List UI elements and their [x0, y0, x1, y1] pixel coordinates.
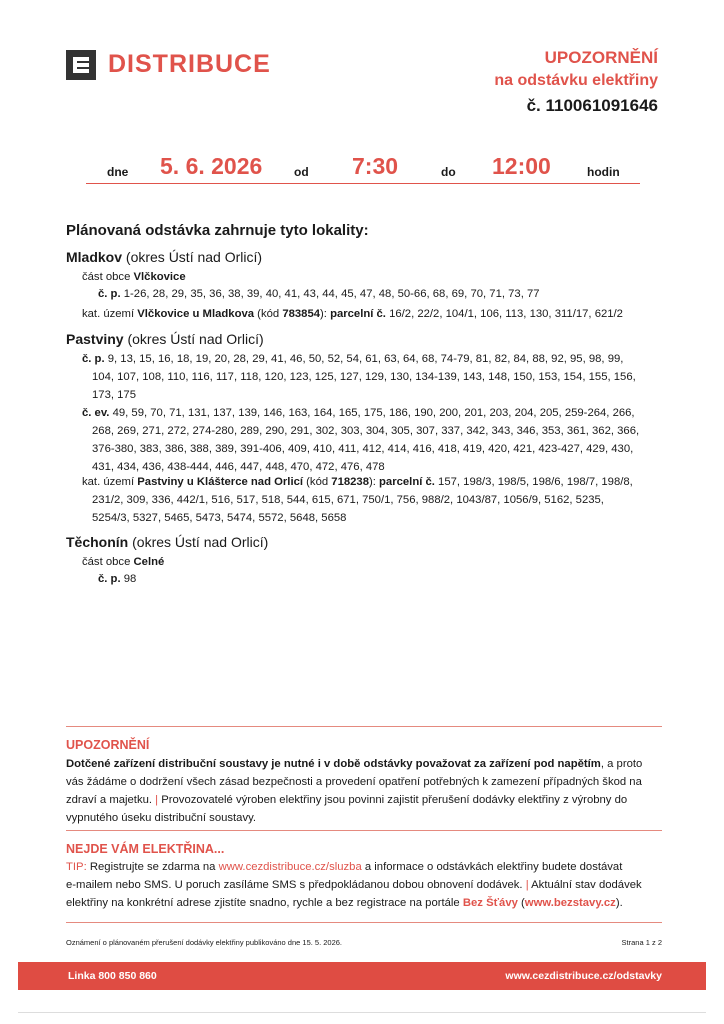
cezdistribuce-link[interactable]: www.cezdistribuce.cz/sluzba	[218, 861, 362, 873]
tip-title: NEJDE VÁM ELEKTŘINA...	[66, 842, 225, 856]
part-vlckovice: část obce Vlčkovice	[82, 271, 186, 283]
divider	[66, 922, 662, 923]
page-bottom-rule	[18, 1012, 706, 1013]
dne-label: dne	[107, 165, 129, 179]
notice-number: č. 110061091646	[526, 96, 658, 115]
mladkov-cadastre: kat. území Vlčkovice u Mladkova (kód 783854): parcelní č. 16/2, 22/2, 104/1, 106, 113, 130, 311/17, 621/2	[82, 308, 623, 320]
locality-pastviny: Pastviny (okres Ústí nad Orlicí)	[66, 331, 264, 347]
tip-text: TIP: Registrujte se zdarma na www.cezdistribuce.cz/sluzba a informace o odstávkách elektřiny budete dostávat e-mailem nebo SMS. U poruch zasíláme SMS s předpokládanou dobou obnovení dodávek. | Aktuální stav dodávek elektřiny na konkrétní adrese zjistíte snadno, rychle a bez registrace na portále Bez Šťávy (www.bezstavy.cz).	[66, 861, 642, 909]
notice-title: UPOZORNĚNÍ	[544, 48, 658, 67]
techonin-cp: č. p. 98	[98, 573, 137, 585]
footer-bar	[18, 962, 706, 990]
do-label: do	[441, 165, 456, 179]
mladkov-cp: č. p. 1-26, 28, 29, 35, 36, 38, 39, 40, 41, 43, 44, 45, 47, 48, 50-66, 68, 69, 70, 71, 73, 77	[98, 288, 540, 300]
pastviny-ce: č. ev. 49, 59, 70, 71, 131, 137, 139, 146, 163, 164, 165, 175, 186, 190, 200, 201, 203, 204, 205, 259-264, 266, 268, 269, 271, 272, 274-280, 289, 290, 291, 302, 303, 304, 305, 307, 337, 342, 343, 346, 353, 361, 362, 366, 376-380, 383, 386, 388, 389, 391-406, 409, 410, 411, 412, 414, 416, 418, 419, 420, 421, 423-427, 429, 430, 431, 434, 436, 438-444, 446, 447, 448, 470, 472, 476, 478	[82, 407, 640, 473]
divider	[66, 830, 662, 831]
cez-logo-icon	[66, 50, 96, 80]
to-time: 12:00	[492, 153, 551, 179]
published-note: Oznámení o plánovaném přerušení dodávky elektřiny publikováno dne 15. 5. 2026.	[66, 938, 343, 947]
locality-mladkov: Mladkov (okres Ústí nad Orlicí)	[66, 249, 263, 265]
hodin-label: hodin	[587, 165, 620, 179]
warning-text: Dotčené zařízení distribuční soustavy je nutné i v době odstávky považovat za zařízení pod napětím, a proto vás žádáme o dodržení všech zásad bezpečnosti a provedení opatření potřebných k zamezení případných škod na zdraví a majetku. | Provozovatelé výroben elektřiny jsou povinni zajistit přerušení dodávky elektřiny z výrobny do vypnutého úseku distribuční soustavy.	[66, 758, 643, 824]
bezstavy-link[interactable]: www.bezstavy.cz	[524, 897, 616, 909]
locality-techonin: Těchonín (okres Ústí nad Orlicí)	[66, 534, 269, 550]
footer-website-link[interactable]: www.cezdistribuce.cz/odstavky	[505, 970, 662, 982]
divider	[66, 726, 662, 727]
intro-heading: Plánovaná odstávka zahrnuje tyto lokality:	[66, 222, 369, 239]
pastviny-cadastre: kat. území Pastviny u Klášterce nad Orlicí (kód 718238): parcelní č. 157, 198/3, 198/5, 198/6, 198/7, 198/8, 231/2, 309, 336, 442/1, 516, 517, 518, 544, 615, 671, 750/1, 756, 988/2, 1043/87, 1056/9, 5162, 5235, 5254/3, 5327, 5465, 5473, 5474, 5572, 5648, 5658	[82, 476, 633, 524]
from-time: 7:30	[352, 153, 399, 179]
page-number: Strana 1 z 2	[621, 938, 662, 947]
warning-title: UPOZORNĚNÍ	[66, 738, 150, 752]
outage-date: 5. 6. 2026	[160, 153, 263, 179]
hotline: Linka 800 850 860	[68, 970, 157, 982]
od-label: od	[294, 165, 309, 179]
notice-subtitle: na odstávku elektřiny	[494, 72, 658, 89]
brand-name: DISTRIBUCE	[108, 50, 271, 78]
pastviny-cp: č. p. 9, 13, 15, 16, 18, 19, 20, 28, 29, 41, 46, 50, 52, 54, 61, 63, 64, 68, 74-79, 81, 82, 84, 88, 92, 95, 98, 99, 104, 107, 108, 110, 116, 117, 118, 120, 123, 125, 127, 129, 130, 134-139, 143, 148, 150, 153, 154, 155, 156, 173, 175	[82, 353, 636, 401]
part-celne: část obce Celné	[82, 556, 165, 568]
